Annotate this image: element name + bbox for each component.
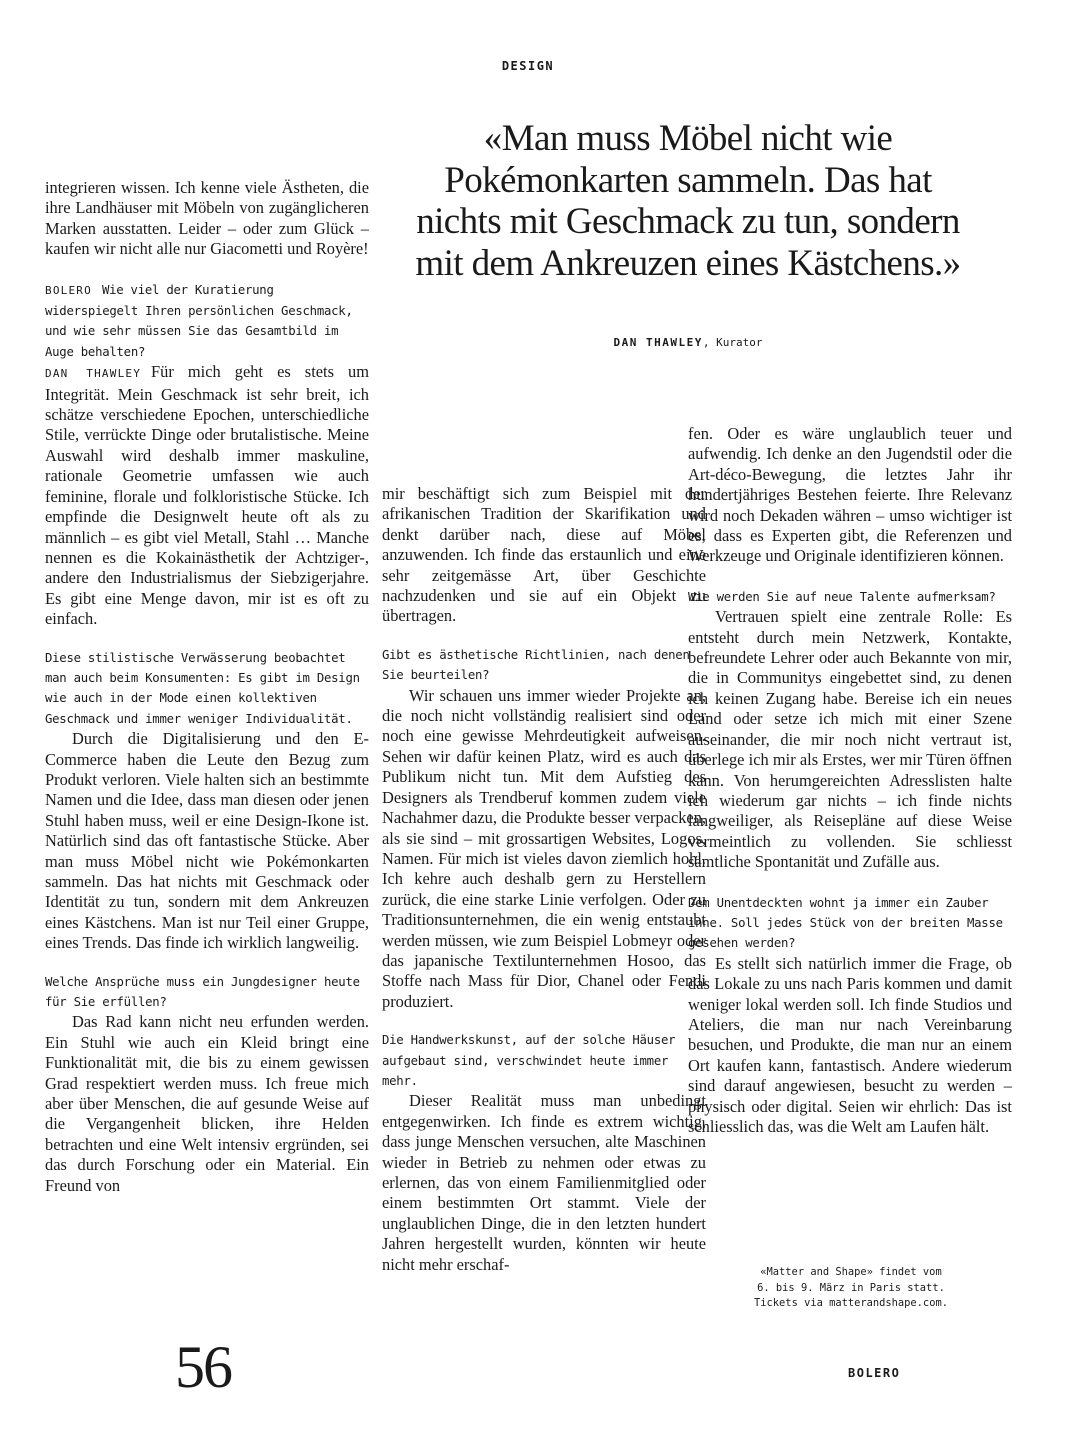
body-paragraph: fen. Oder es wäre unglaublich teuer und aufwendig. Ich denke an den Jugendstil oder die Art-déco-Bewegung, die letztes Jahr ihr hundertjähriges Bestehen feierte. Ihre Relevanz wird noch Dekaden währen – umso wichtiger ist es, dass es Experten gibt, die Referenzen und Werkzeuge und Originale identifizieren können. <box>688 424 1012 566</box>
article-column-3 <box>688 424 1012 1137</box>
interview-question <box>45 280 369 363</box>
interview-question: Welche Ansprüche muss ein Jungdesigner heute für Sie erfüllen? <box>45 974 360 1010</box>
page-number: 56 <box>175 1334 231 1400</box>
answer-text: Für mich geht es stets um Integrität. Mein Geschmack ist sehr breit, ich schätze verschiedene Epochen, unterschiedliche Stile, verrückte Dinge oder brutalistische. Meine Auswahl wird deshalb immer maskuline, rationale Geometrie umfassen wie auch feminine, florale und folkloristische Stücke. Ich empfinde die Designwelt heute oft als zu männlich – es gibt viel Metall, Stahl … Manche nennen es die Kokainästhetik der Achtziger-, andere den Industrialismus der Siebzigerjahre. Es gibt eine Menge davon, mir ist es oft zu einfach. <box>45 362 369 629</box>
magazine-name: BOLERO <box>848 1366 901 1380</box>
interview-question: Wie werden Sie auf neue Talente aufmerksam? <box>688 589 996 604</box>
speaker-label: BOLERO <box>45 283 92 297</box>
event-note-line: Tickets via matterandshape.com. <box>754 1297 948 1309</box>
body-paragraph: Es stellt sich natürlich immer die Frage, ob das Lokale zu uns nach Paris kommen und damit weniger lokal werden soll. Ich finde Studios und Ateliers, die man nur nach Vereinbarung besuchen, und Produkte, die man nur an einem Ort kaufen kann, fantastisch. Andere wiederum sind darauf angewiesen, besucht zu werden – physisch oder digital. Seien wir ehrlich: Das ist schliesslich das, was die Welt am Laufen hält. <box>688 953 1012 1136</box>
interview-answer <box>45 362 369 629</box>
quote-role: , Kurator <box>702 336 763 349</box>
interview-question: Gibt es ästhetische Richtlinien, nach denen Sie beurteilen? <box>382 647 690 683</box>
interview-question: Diese stilistische Verwässerung beobachtet man auch beim Konsumenten: Es gibt im Design wie auch in der Mode einen kollektiven Geschmack und immer weniger Individualität. <box>45 650 360 726</box>
question-text: Wie viel der Kuratierung widerspiegelt Ihren persönlichen Geschmack, und wie sehr müssen Sie das Gesamtbild im Auge behalten? <box>45 282 353 359</box>
body-paragraph: Wir schauen uns immer wieder Projekte an, die noch nicht vollständig realisiert sind oder noch eine gewisse Mehrdeutigkeit aufweisen. Sehen wir dafür keinen Platz, wird es auch das Publikum nicht tun. Mit dem Aufstieg des Designers als Trendberuf kommen zudem viele Nachahmer dazu, die Produkte besser verpacken, als sie sind – mit grossartigen Websites, Logos, Namen. Für mich ist vieles davon ziemlich hohl. Ich kehre auch deshalb gern zu Herstellern zurück, die eine starke Linie verfolgen. Oder zu Traditionsunternehmen, die ein wenig entstaubt werden müssen, wie zum Beispiel Lobmeyr oder das japanische Textilunternehmen Hosoo, das Stoffe nach Mass für Dior, Chanel oder Fendi produziert. <box>382 685 706 1011</box>
quote-speaker: DAN THAWLEY <box>613 336 703 349</box>
section-label: DESIGN <box>501 59 555 73</box>
interview-question: Dem Unentdeckten wohnt ja immer ein Zauber inne. Soll jedes Stück von der breiten Masse gesehen werden? <box>688 895 1003 951</box>
event-note <box>728 1265 974 1312</box>
pull-quote: «Man muss Möbel nicht wie Pokémonkarten sammeln. Das hat nichts mit Geschmack zu tun, sondern mit dem Ankreuzen eines Kästchens.» <box>415 118 961 284</box>
body-paragraph: Dieser Realität muss man unbedingt entgegenwirken. Ich finde es extrem wichtig, dass junge Menschen versuchen, alte Maschinen wieder in Betrieb zu nehmen oder etwas zu erlernen, das von einem Familienmitglied oder einem bestimmten Ort stammt. Viele der unglaublichen Dinge, die in den letzten hundert Jahren hergestellt wurden, könnten wir heute nicht mehr erschaf- <box>382 1091 706 1274</box>
article-column-1 <box>45 178 369 1196</box>
speaker-label: DAN THAWLEY <box>45 367 142 381</box>
body-paragraph: Vertrauen spielt eine zentrale Rolle: Es entsteht durch mein Netzwerk, Kontakte, befreundete Lehrer oder auch Bekannte von mir, die in Communitys eingebettet sind, zu denen ich keinen Zugang habe. Bereise ich ein neues Land oder setze ich mich mit einer Szene auseinander, die mir noch nicht vertraut ist, überlege ich mir als Erstes, wer mir Türen öffnen kann. Von herumgereichten Adresslisten halte ich wiederum gar nichts – ich finde nichts langweiliger, als Reisepläne auf diese Weise vermeintlich zu vollenden. Sie schliesst sämtliche Spontanität und Zufälle aus. <box>688 607 1012 872</box>
body-paragraph: Durch die Digitalisierung und den E-Commerce haben die Leute den Bezug zum Produkt verloren. Viele halten sich an bestimmte Namen und die Idee, dass man diesen oder jenen Stuhl haben muss, weil er eine Design-Ikone ist. Natürlich sind das oft fantastische Stücke. Aber man muss Möbel nicht wie Pokémonkarten sammeln. Das hat nichts mit Geschmack oder Identität zu tun, sondern mit dem Ankreuzen eines Kästchens. Man ist nur Teil einer Gruppe, eines Trends. Das finde ich wirklich langweilig. <box>45 729 369 953</box>
interview-question: Die Handwerkskunst, auf der solche Häuser aufgebaut sind, verschwindet heute immer mehr. <box>382 1033 676 1088</box>
body-paragraph: mir beschäftigt sich zum Beispiel mit der afrikanischen Tradition der Skarifikation und denkt darüber nach, diese auf Möbel anzuwenden. Ich finde das erstaunlich und eine sehr zeitgemässe Art, über Geschichte nachzudenken und sie auf ein Objekt zu übertragen. <box>382 484 706 626</box>
event-note-line: 6. bis 9. März in Paris statt. <box>757 1281 945 1294</box>
body-paragraph: Das Rad kann nicht neu erfunden werden. Ein Stuhl wie auch ein Kleid bringt eine Funktionalität mit, die bis zu einem gewissen Grad respektiert werden muss. Ich freue mich aber über Menschen, die auf gesunde Weise auf die Vergangenheit blicken, ihre Helden betrachten und eine Welt intensiv ergründen, sei das durch Forschung oder ein Material. Ein Freund von <box>45 1012 369 1195</box>
quote-credit <box>410 336 966 349</box>
article-column-2 <box>382 484 706 1275</box>
event-note-line: «Matter and Shape» findet vom <box>760 1266 942 1278</box>
body-paragraph: integrieren wissen. Ich kenne viele Ästheten, die ihre Landhäuser mit Möbeln von zugänglicheren Marken ausstatten. Leider – oder zum Glück – kaufen wir nicht alle nur Giacometti und Royère! <box>45 178 369 259</box>
